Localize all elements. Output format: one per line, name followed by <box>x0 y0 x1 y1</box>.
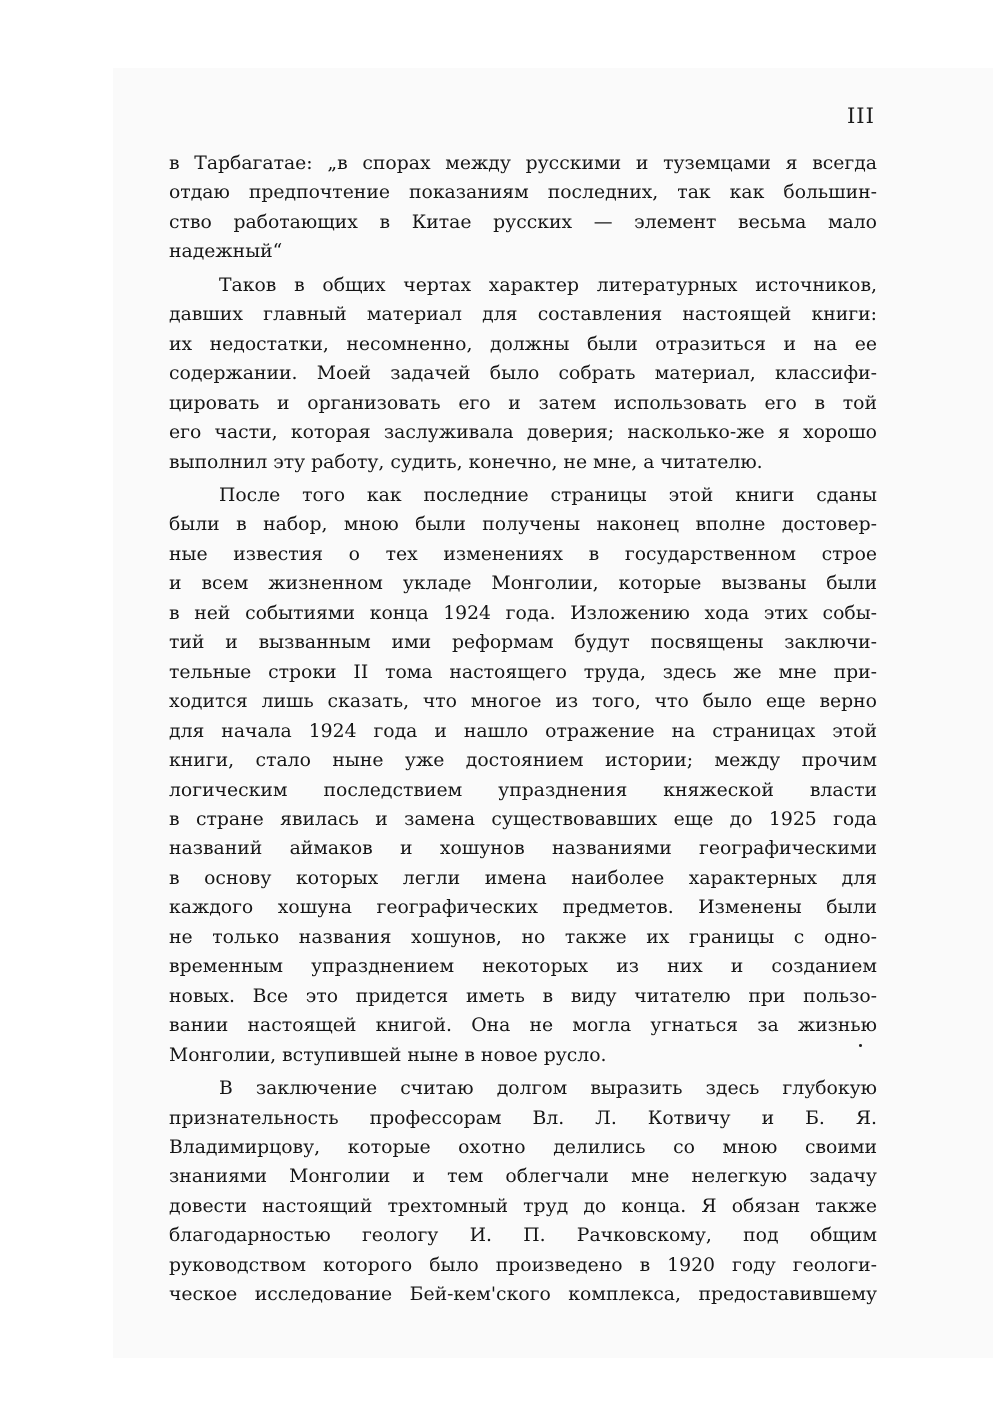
text-line: цировать и организовать его и затем использовать его в той <box>169 392 877 414</box>
text-line: отдаю предпочтение показаниям последних, так как большин- <box>169 182 877 204</box>
text-line: тий и вызванным ими реформам будут посвящены заключи- <box>169 632 877 654</box>
text-line: содержании. Моей задачей было собрать материал, классифи- <box>169 363 877 385</box>
text-line: каждого хошуна географических предметов. Изменены были <box>169 897 877 919</box>
text-line: не только названия хошунов, но также их границы с одно- <box>169 926 877 948</box>
text-line: вании настоящей книгой. Она не могла угнаться за жизнью <box>169 1015 877 1037</box>
text-line: Владимирцову, которые охотно делились со мною своими <box>169 1136 877 1158</box>
paragraph-3 <box>169 481 877 1070</box>
paragraph-4 <box>169 1074 877 1310</box>
body-text <box>169 149 877 1314</box>
text-line: книги, стало ныне уже достоянием истории; между прочим <box>169 750 877 772</box>
text-line: его части, которая заслуживала доверия; насколько-же я хорошо <box>169 422 877 444</box>
text-line: руководством которого было произведено в 1920 году геологи- <box>169 1254 877 1276</box>
text-line: логическим последствием упразднения княжеской власти <box>169 779 877 801</box>
text-line: в Тарбагатае: „в спорах между русскими и туземцами я всегда <box>169 153 877 174</box>
text-line: для начала 1924 года и нашло отражение на страницах этой <box>169 720 877 742</box>
text-line: Таков в общих чертах характер литературных источников, <box>219 274 877 296</box>
text-line: ческое исследование Бей-кем'ского комплекса, предоставившему <box>169 1284 877 1306</box>
text-line: признательность профессорам Вл. Л. Котвичу и Б. Я. <box>169 1107 877 1129</box>
text-line: В заключение считаю долгом выразить здесь глубокую <box>219 1078 877 1100</box>
text-line: ходится лишь сказать, что многое из того, что было еще верно <box>169 691 877 713</box>
print-speck <box>859 1044 862 1047</box>
text-line: После того как последние страницы этой книги сданы <box>219 484 877 506</box>
page-number: III <box>847 104 875 128</box>
text-line: в стране явилась и замена существовавших еще до 1925 года <box>169 808 877 830</box>
text-line: были в набор, мною были получены наконец вполне достовер- <box>169 514 877 536</box>
text-line: и всем жизненном укладе Монголии, которые вызваны были <box>169 573 877 595</box>
text-line: ные известия о тех изменениях в государственном строе <box>169 543 877 565</box>
text-line: тельные строки II тома настоящего труда, здесь же мне при- <box>169 661 877 683</box>
paragraph-1 <box>169 149 877 267</box>
text-line: надежный“ <box>169 241 283 263</box>
text-line: довести настоящий трехтомный труд до конца. Я обязан также <box>169 1195 877 1217</box>
text-line: их недостатки, несомненно, должны были отразиться и на ее <box>169 333 877 355</box>
text-line: благодарностью геологу И. П. Рачковскому, под общим <box>169 1225 877 1247</box>
text-line: выполнил эту работу, судить, конечно, не мне, а читателю. <box>169 451 763 473</box>
paragraph-2 <box>169 271 877 477</box>
text-line: Монголии, вступившей ныне в новое русло. <box>169 1044 607 1066</box>
text-line: в ней событиями конца 1924 года. Изложению хода этих собы- <box>169 602 877 624</box>
text-line: названий аймаков и хошунов названиями географическими <box>169 838 877 860</box>
text-line: давших главный материал для составления настоящей книги: <box>169 304 877 326</box>
text-line: ство работающих в Китае русских — элемент весьма мало <box>169 211 877 233</box>
text-line: в основу которых легли имена наиболее характерных для <box>169 867 877 889</box>
text-line: знаниями Монголии и тем облегчали мне нелегкую задачу <box>169 1166 877 1188</box>
text-line: временным упразднением некоторых из них и созданием <box>169 956 877 978</box>
text-line: новых. Все это придется иметь в виду читателю при пользо- <box>169 985 877 1007</box>
